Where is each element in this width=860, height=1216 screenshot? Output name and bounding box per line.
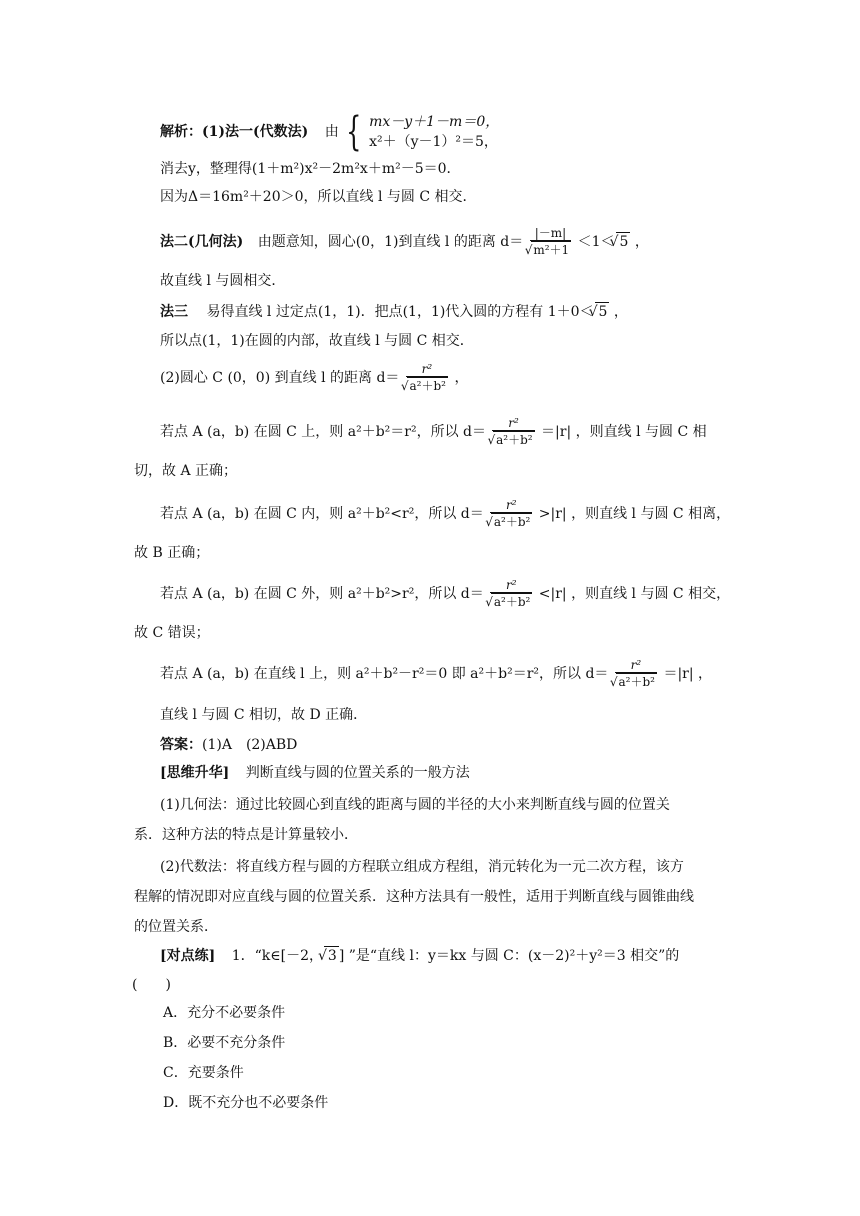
exercise-text: 1．“k∈[－2， <box>231 948 323 964</box>
method-two-compare: ＜1＜ <box>577 234 615 250</box>
case-d-numerator: r² <box>615 658 657 673</box>
case-b-denominator: √ a²＋b² <box>491 513 532 530</box>
solution-line-1 <box>160 109 500 155</box>
system-equation-2: x²＋（y－1）²＝5， <box>369 134 498 150</box>
case-d-denominator: √ a²＋b² <box>616 673 657 690</box>
method-two-end: ， <box>634 234 649 250</box>
solution-line-7: 所以点(1，1)在圆的内部，故直线 l 与圆 C 相交． <box>160 333 474 349</box>
part-two-line <box>160 362 468 394</box>
case-c-tail: <|r| ，则直线 l 与圆 C 相交， <box>538 586 731 602</box>
case-b-numerator: r² <box>490 498 532 513</box>
fraction-numerator-2: r² <box>406 362 448 377</box>
choice-c: C．充要条件 <box>163 1065 244 1081</box>
sqrt-three: √ 3 <box>324 946 339 965</box>
summary-heading <box>160 764 470 782</box>
system-brace: { <box>346 109 362 155</box>
summary-label: [思维升华] <box>160 765 230 781</box>
choice-d: D．既不充分也不必要条件 <box>163 1095 329 1111</box>
case-c-line <box>160 578 730 610</box>
method-three-label: 法三 <box>160 304 188 320</box>
method-two-text: 由题意知，圆心(0，1)到直线 l 的距离 d＝ <box>257 234 524 250</box>
exercise-tail: ] ”是“直线 l：y＝kx 与圆 C：(x－2)²＋y²＝3 相交”的 <box>338 948 680 964</box>
case-b-fraction <box>490 498 532 530</box>
case-a-line <box>160 416 707 448</box>
summary-line-3: (2)代数法：将直线方程与圆的方程联立组成方程组，消元转化为一元二次方程，该方 <box>160 859 684 875</box>
case-a-conclusion: 切，故 A 正确； <box>134 463 238 479</box>
case-b-line <box>160 498 730 530</box>
exercise-line <box>160 946 679 965</box>
case-a-fraction <box>492 416 534 448</box>
solution-line-2: 消去y，整理得(1＋m²)x²－2m²x＋m²－5＝0． <box>160 161 461 177</box>
case-c-denominator: √ a²＋b² <box>491 593 532 610</box>
method-two-line <box>160 226 649 258</box>
distance-fraction <box>530 226 571 258</box>
equation-system <box>369 112 499 152</box>
case-d-line <box>160 658 712 690</box>
exercise-label: [对点练] <box>160 948 216 964</box>
answer-label: 答案： <box>160 737 202 753</box>
case-c-fraction <box>490 578 532 610</box>
fraction-numerator: |－m| <box>530 226 571 241</box>
case-a-text: 若点 A (a，b) 在圆 C 上，则 a²＋b²＝r²，所以 d＝ <box>160 424 487 440</box>
summary-line-1: (1)几何法：通过比较圆心到直线的距离与圆的半径的大小来判断直线与圆的位置关 <box>160 797 670 813</box>
summary-title: 判断直线与圆的位置关系的一般方法 <box>245 765 470 781</box>
case-a-numerator: r² <box>492 416 534 431</box>
summary-line-2: 系．这种方法的特点是计算量较小． <box>134 827 358 843</box>
case-b-tail: >|r| ，则直线 l 与圆 C 相离， <box>538 506 731 522</box>
fraction-denominator: √ m²＋1 <box>531 241 571 258</box>
case-b-text: 若点 A (a，b) 在圆 C 内，则 a²＋b²<r²，所以 d＝ <box>160 506 484 522</box>
answer-text: (1)A (2)ABD <box>202 737 298 753</box>
solution-line-5: 故直线 l 与圆相交． <box>160 273 286 289</box>
case-d-conclusion: 直线 l 与圆 C 相切，故 D 正确． <box>160 707 368 723</box>
answer-line <box>160 736 297 754</box>
case-d-fraction <box>615 658 657 690</box>
case-b-conclusion: 故 B 正确； <box>134 545 210 561</box>
case-a-denominator: √ a²＋b² <box>493 431 534 448</box>
exercise-blank: ( ) <box>132 977 171 993</box>
sqrt-five-2: √ 5 <box>595 302 610 321</box>
summary-line-5: 的位置关系． <box>134 919 218 935</box>
sqrt-five: √ 5 <box>616 232 631 251</box>
case-a-tail: ＝|r| ，则直线 l 与圆 C 相 <box>541 424 707 440</box>
summary-line-4: 程解的情况即对应直线与圆的位置关系．这种方法具有一般性，适用于判断直线与圆锥曲线 <box>134 889 694 905</box>
part-two-text: (2)圆心 C (0，0) 到直线 l 的距离 d＝ <box>160 370 400 386</box>
solution-line-3: 因为Δ＝16m²＋20＞0，所以直线 l 与圆 C 相交． <box>160 189 477 205</box>
fraction-denominator-2: √ a²＋b² <box>407 377 448 394</box>
method-two-label: 法二(几何法) <box>160 234 244 250</box>
case-c-text: 若点 A (a，b) 在圆 C 外，则 a²＋b²>r²，所以 d＝ <box>160 586 484 602</box>
method-three-line <box>160 302 628 321</box>
part-two-end: ， <box>454 370 469 386</box>
choice-a: A．充分不必要条件 <box>163 1005 286 1021</box>
case-c-conclusion: 故 C 错误； <box>134 625 210 641</box>
choice-b: B．必要不充分条件 <box>163 1035 286 1051</box>
system-equation-1: mx－y＋1－m＝0， <box>369 114 500 130</box>
distance-fraction-2 <box>406 362 448 394</box>
solution-label: 解析：(1)法一(代数法) <box>160 124 309 140</box>
method-three-end: ， <box>613 304 628 320</box>
case-d-text: 若点 A (a，b) 在直线 l 上，则 a²＋b²－r²＝0 即 a²＋b²＝r²，所以 d＝ <box>160 666 609 682</box>
method-three-text: 易得直线 l 过定点(1，1)．把点(1，1)代入圆的方程有 1＋0＜ <box>206 304 594 320</box>
system-prefix: 由 <box>324 124 339 140</box>
case-d-tail: ＝|r| ， <box>663 666 713 682</box>
case-c-numerator: r² <box>490 578 532 593</box>
